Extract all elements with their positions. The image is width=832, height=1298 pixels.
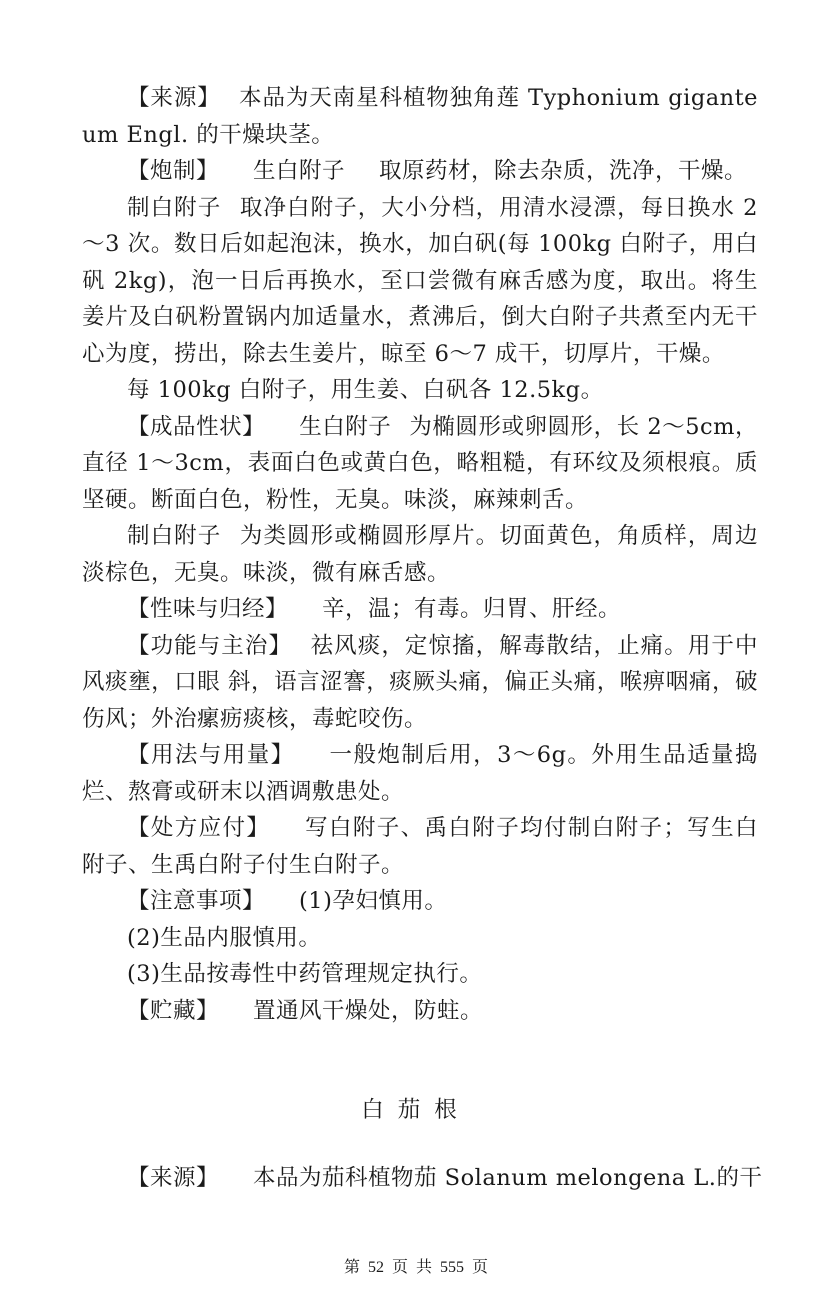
- section-heading: 【来源】: [127, 85, 221, 111]
- paragraph-processing-ratio: [82, 372, 758, 409]
- paragraph-processing: [82, 153, 758, 190]
- paragraph-function: [82, 628, 758, 738]
- paragraph-precaution-2: [82, 920, 758, 957]
- paragraph-storage: [82, 993, 758, 1030]
- section-heading: 【炮制】: [127, 158, 220, 184]
- paragraph-appearance: [82, 409, 758, 519]
- total-pages: 555: [440, 1259, 464, 1276]
- footer-prefix: 第: [343, 1259, 360, 1276]
- section-heading: 【贮藏】: [127, 997, 220, 1024]
- paragraph-text: 辛，温；有毒。归胃、肝经。: [322, 596, 622, 622]
- section-heading: 【功能与主治】: [127, 632, 293, 659]
- section-heading: 【注意事项】: [127, 888, 266, 914]
- paragraph-text: 每 100kg 白附子，用生姜、白矾各 12.5kg。: [127, 377, 604, 403]
- document-body: [82, 80, 758, 1029]
- paragraph-processing-prepared: [82, 190, 758, 373]
- paragraph-text: 取原药材，除去杂质，洗净，干燥。: [379, 158, 748, 184]
- paragraph-appearance-prepared: [82, 518, 758, 591]
- paragraph-precautions: [82, 883, 758, 920]
- sub-heading: 生白附子: [253, 158, 346, 184]
- paragraph-source: [82, 80, 758, 153]
- paragraph-text: 置通风干燥处，防蛀。: [253, 997, 484, 1024]
- section-heading: 【来源】: [127, 1165, 220, 1191]
- paragraph-next-source: [82, 1160, 763, 1197]
- footer-suffix: 页: [472, 1259, 489, 1276]
- page-footer: [0, 1254, 832, 1277]
- section-heading: 【处方应付】: [127, 815, 271, 841]
- paragraph-dosage: [82, 737, 758, 810]
- paragraph-text: (1)孕妇慎用。: [299, 888, 448, 914]
- paragraph-text: 为椭圆形或卵圆形，长 2～5cm，直径 1～3cm，表面白色或黄白色，略粗糙，有环纹及须根痕。质坚硬。断面白色，粉性，无臭。味淡，麻辣刺舌。: [82, 413, 758, 513]
- footer-middle: 页 共: [391, 1259, 432, 1276]
- paragraph-prescription: [82, 810, 758, 883]
- section-heading: 【性味与归经】: [127, 596, 289, 622]
- sub-heading: 生白附子: [299, 413, 392, 440]
- sub-heading: 制白附子: [127, 194, 222, 221]
- paragraph-text: 本品为茄科植物茄 Solanum melongena L.的干: [253, 1165, 763, 1191]
- section-heading: 【成品性状】: [127, 413, 266, 440]
- paragraph-text: 本品为天南星科植物独角莲 Typhonium giganteum Engl. 的干燥块茎。: [82, 85, 758, 148]
- sub-heading: 制白附子: [127, 523, 222, 549]
- paragraph-nature-meridian: [82, 591, 758, 628]
- paragraph-text: 为类圆形或椭圆形厚片。切面黄色，角质样，周边淡棕色，无臭。味淡，微有麻舌感。: [82, 523, 758, 586]
- entry-title: 白茄根: [361, 1097, 471, 1123]
- paragraph-text: 祛风痰，定惊搐，解毒散结，止痛。用于中风痰壅，口眼 斜，语言涩謇，痰厥头痛，偏正头痛，喉痹咽痛，破伤风；外治瘰疬痰核，毒蛇咬伤。: [82, 632, 758, 732]
- paragraph-precaution-3: [82, 956, 758, 993]
- paragraph-text: 一般炮制后用，3～6g。外用生品适量捣烂、熬膏或研末以酒调敷患处。: [82, 742, 758, 805]
- paragraph-text: (3)生品按毒性中药管理规定执行。: [127, 961, 483, 987]
- paragraph-text: 写白附子、禹白附子均付制白附子；写生白附子、生禹白附子付生白附子。: [82, 815, 758, 878]
- paragraph-text: 取净白附子，大小分档，用清水浸漂，每日换水 2～3 次。数日后如起泡沫，换水，加白矾(每 100kg 白附子，用白矾 2kg)，泡一日后再换水，至口尝微有麻舌感为度，取出。将生姜片及白矾粉置锅内加适量水，煮沸后，倒大白附子共煮至内无干心为度，捞出，除去生姜片，晾至 6～7 成干，切厚片，干燥。: [82, 194, 758, 367]
- page-number: 52: [367, 1259, 384, 1276]
- paragraph-text: (2)生品内服慎用。: [127, 924, 322, 951]
- section-heading: 【用法与用量】: [127, 742, 295, 768]
